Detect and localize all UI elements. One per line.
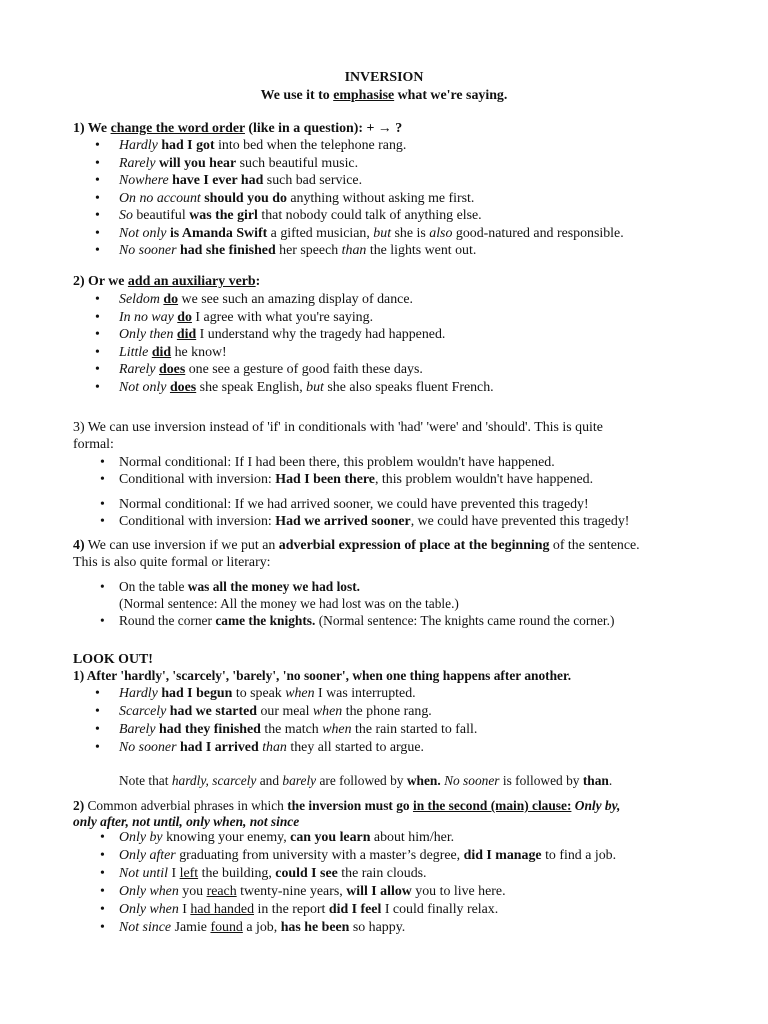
list-item-text: Only after graduating from university with a master’s degree, did I manage to find a job. [119,848,617,863]
bullet-icon: • [95,327,100,342]
list-item-text: No sooner had I arrived than they all started to argue. [119,740,424,755]
list-item-text: No sooner had she finished her speech than the lights went out. [119,243,477,258]
section-4-intro: 4) We can use inversion if we put an adverbial expression of place at the beginning of the sentence. [73,538,640,553]
bullet-icon: • [95,362,100,377]
lookout-note: Note that hardly, scarcely and barely are followed by when. No sooner is followed by than. [119,773,613,788]
section-3-intro-cont: formal: [73,437,114,452]
section-5-intro: 2) Common adverbial phrases in which the inversion must go in the second (main) clause: Only by, [73,798,621,813]
list-item-text: In no way do I agree with what you're saying. [119,309,374,325]
list-item-text: Not only is Amanda Swift a gifted musician, but she is also good-natured and responsible. [119,225,624,241]
bullet-icon: • [95,208,100,223]
bullet-icon: • [95,686,100,701]
list-item-text: Scarcely had we started our meal when the phone rang. [119,704,432,719]
list-item-text: On no account should you do anything without asking me first. [119,190,475,206]
section-1-heading: 1) We change the word order (like in a question): + → ? [73,121,403,136]
section-4-intro-cont: This is also quite formal or literary: [73,555,271,570]
bullet-icon: • [95,722,100,737]
list-item-text: Only then did I understand why the tragedy had happened. [119,327,446,342]
bullet-icon: • [100,866,105,881]
list-item-text: Not only does she speak English, but she also speaks fluent French. [119,379,494,395]
page-subtitle: We use it to emphasise what we're saying. [260,88,508,103]
list-item-text: Only when I had handed in the report did I feel I could finally relax. [119,902,499,917]
section-2-heading: 2) Or we add an auxiliary verb: [73,274,261,289]
bullet-icon: • [95,309,100,325]
bullet-icon: • [100,920,105,935]
bullet-icon: • [95,173,100,188]
list-item-text: Not until I left the building, could I see the rain clouds. [119,866,427,881]
bullet-icon: • [100,472,105,487]
section-3-intro: 3) We can use inversion instead of 'if' in conditionals with 'had' 'were' and 'should'. This is quite [73,420,603,435]
bullet-icon: • [95,225,100,241]
bullet-icon: • [95,379,100,395]
list-item-text: Only when you reach twenty-nine years, will I allow you to live here. [119,884,506,899]
bullet-icon: • [95,344,100,360]
bullet-icon: • [100,514,105,529]
list-item-text: Only by knowing your enemy, can you learn about him/her. [119,830,455,845]
section-4-note-1: (Normal sentence: All the money we had lost was on the table.) [119,596,459,611]
bullet-icon: • [100,455,105,470]
bullet-icon: • [95,190,100,206]
bullet-icon: • [95,243,100,258]
bullet-icon: • [100,848,105,863]
list-item-text: Barely had they finished the match when the rain started to fall. [119,722,478,737]
bullet-icon: • [95,138,100,153]
list-item-text: Hardly had I got into bed when the telephone rang. [119,138,407,153]
list-item-text: Rarely will you hear such beautiful music. [119,155,359,171]
list-item-text: Normal conditional: If I had been there, this problem wouldn't have happened. [119,455,555,470]
bullet-icon: • [100,902,105,917]
lookout-heading: LOOK OUT! [73,652,153,667]
bullet-icon: • [95,740,100,755]
list-item-text: Conditional with inversion: Had I been there, this problem wouldn't have happened. [119,472,594,487]
bullet-icon: • [100,830,105,845]
list-item-text: Rarely does one see a gesture of good faith these days. [119,362,423,377]
list-item-text: So beautiful was the girl that nobody could talk of anything else. [119,208,482,223]
lookout-subheading: 1) After 'hardly', 'scarcely', 'barely', 'no sooner', when one thing happens after another. [73,668,572,683]
list-item-text: Nowhere have I ever had such bad service. [119,173,363,188]
list-item-text: Little did he know! [119,344,227,360]
page-title: INVERSION [344,70,424,85]
section-4-bullet-1: • On the table was all the money we had lost. [100,579,361,594]
list-item-text: Hardly had I begun to speak when I was interrupted. [119,686,416,701]
list-item-text: Not since Jamie found a job, has he been so happy. [119,920,406,935]
bullet-icon: • [100,884,105,899]
list-item-text: Conditional with inversion: Had we arrived sooner, we could have prevented this tragedy! [119,514,630,529]
section-5-intro-cont: only after, not until, only when, not since [73,814,300,829]
section-4-bullet-2: • Round the corner came the knights. (Normal sentence: The knights came round the corner.) [100,613,615,628]
list-item-text: Normal conditional: If we had arrived sooner, we could have prevented this tragedy! [119,497,589,512]
bullet-icon: • [100,497,105,512]
list-item-text: Seldom do we see such an amazing display of dance. [119,292,413,307]
bullet-icon: • [95,292,100,307]
bullet-icon: • [95,704,100,719]
bullet-icon: • [95,155,100,171]
